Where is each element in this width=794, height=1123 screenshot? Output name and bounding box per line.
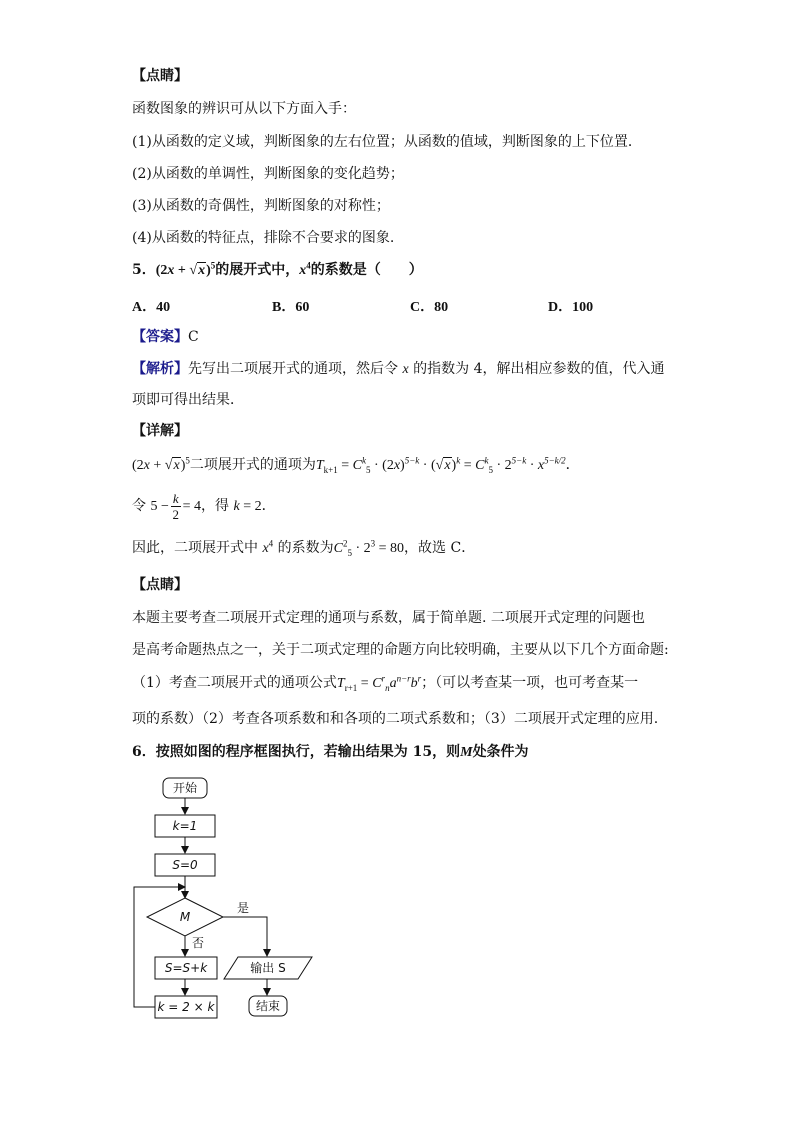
detail-therefore: 因此，二项展开式中 [132,540,258,556]
detail-conclusion: ，故选 C． [404,540,476,556]
start-label: 开始 [172,781,198,795]
detail-let: 令 [132,498,146,514]
comment-line-4: 项的系数）（2）考查各项系数和和各项的二项式系数和；（3）二项展开式定理的应用. [132,711,659,727]
option-b[interactable]: B．60 [272,300,310,315]
section-intro: 函数图象的辨识可从以下方面入手： [132,101,356,117]
detail-tag: 【详解】 [132,423,188,439]
general-term-formula: $T_{k+1} = C^k_5 \cdot (2x)^{5-k} \cdot (√x)^k = C^k_5 \cdot 2^{5-k} \cdot x^{5-k/2}$ [315,455,566,475]
comment-text-a: （1）考查二项展开式的通项公式 [132,675,337,691]
answer-line [132,327,199,347]
end-label: 结束 [255,999,281,1013]
detail-get: ，得 [201,498,230,514]
answer-tag: 【答案】 [132,329,188,345]
general-term-formula-2: $T_{r+1} = C^r_na^{n-r}b^r$ [336,673,422,693]
answer-value: C [188,329,199,345]
condition-label: M [179,910,191,924]
stem-middle: 的展开式中， [215,262,300,278]
detail-line-1: $(2x + √x)^5$二项展开式的通项为$T_{k+1} = C^k_5 \cdot (2x)^{5-k} \cdot (√x)^k = C^k_5 \cdot 2^{5-k} \cdot x^{5-k/2}$． [132,455,580,475]
analysis-line-1: 【解析】先写出二项展开式的通项，然后令 x 的指数为 4，解出相应参数的值，代入通 [132,361,665,377]
comment-line-3 [132,673,638,694]
comment-line-2: 是高考命题热点之一，关于二项式定理的命题方向比较明确，主要从以下几个方面命题: [132,642,669,658]
detail-coefficient-label: 的系数为 [277,540,334,556]
question-6-stem: 6．按照如图的程序框图执行，若输出结果为 15，则M处条件为 [132,744,529,760]
q6-text-b: 处条件为 [472,744,529,760]
question-5-stem [132,260,423,281]
option-d[interactable]: D．100 [548,300,594,315]
output-label: 输出 S [250,961,286,975]
analysis-text-b: 的指数为 4，解出相应参数的值，代入通 [413,361,665,377]
detail-text: 二项展开式的通项为 [189,457,316,473]
point-4: (4)从函数的特征点，排除不合要求的图象. [132,230,395,246]
option-a[interactable]: A．40 [132,300,171,315]
no-label: 否 [192,936,205,950]
stem-end: 的系数是（ ） [310,262,423,278]
comment-line-1: 本题主要考查二项展开式定理的通项与系数，属于简单题. 二项展开式定理的问题也 [132,610,645,626]
x4-term: $x^4$ [299,260,311,278]
analysis-text-a: 先写出二项展开式的通项，然后令 [188,361,398,377]
detail-line-2: 令 5 − $\frac{k}{2}$ = 4，得 k = 2． [132,490,276,522]
comment-text-b: ；（可以考查某一项，也可考查某一 [421,675,639,691]
binomial-expression: $(2x + √x)^5$ [155,260,216,278]
analysis-tag: 【解析】 [132,361,188,377]
point-2: (2)从函数的单调性，判断图象的变化趋势； [132,166,404,182]
point-3: (3)从函数的奇偶性，判断图象的对称性； [132,198,390,214]
analysis-line-2: 项即可得出结果． [132,392,244,408]
comment-tag: 【点睛】 [132,577,188,593]
flowchart [120,770,340,1040]
yes-label: 是 [237,901,250,915]
section-heading-dianjing: 【点睛】 [132,68,188,84]
update-k-label: k = 2 × k [157,1000,215,1014]
init-s-label: S=0 [172,858,198,872]
question-number: 5． [132,262,156,278]
update-s-label: S=S+k [164,961,208,975]
option-c[interactable]: C．80 [410,300,449,315]
q6-text-a: 6．按照如图的程序框图执行，若输出结果为 15，则 [132,744,461,760]
detail-line-3: 因此，二项展开式中 $x^4$ 的系数为$C^2_5 \cdot 2^3 = 80$，故选 C． [132,538,476,558]
point-1: (1)从函数的定义域，判断图象的左右位置；从函数的值域，判断图象的上下位置． [132,134,642,150]
init-k-label: k=1 [172,819,198,833]
